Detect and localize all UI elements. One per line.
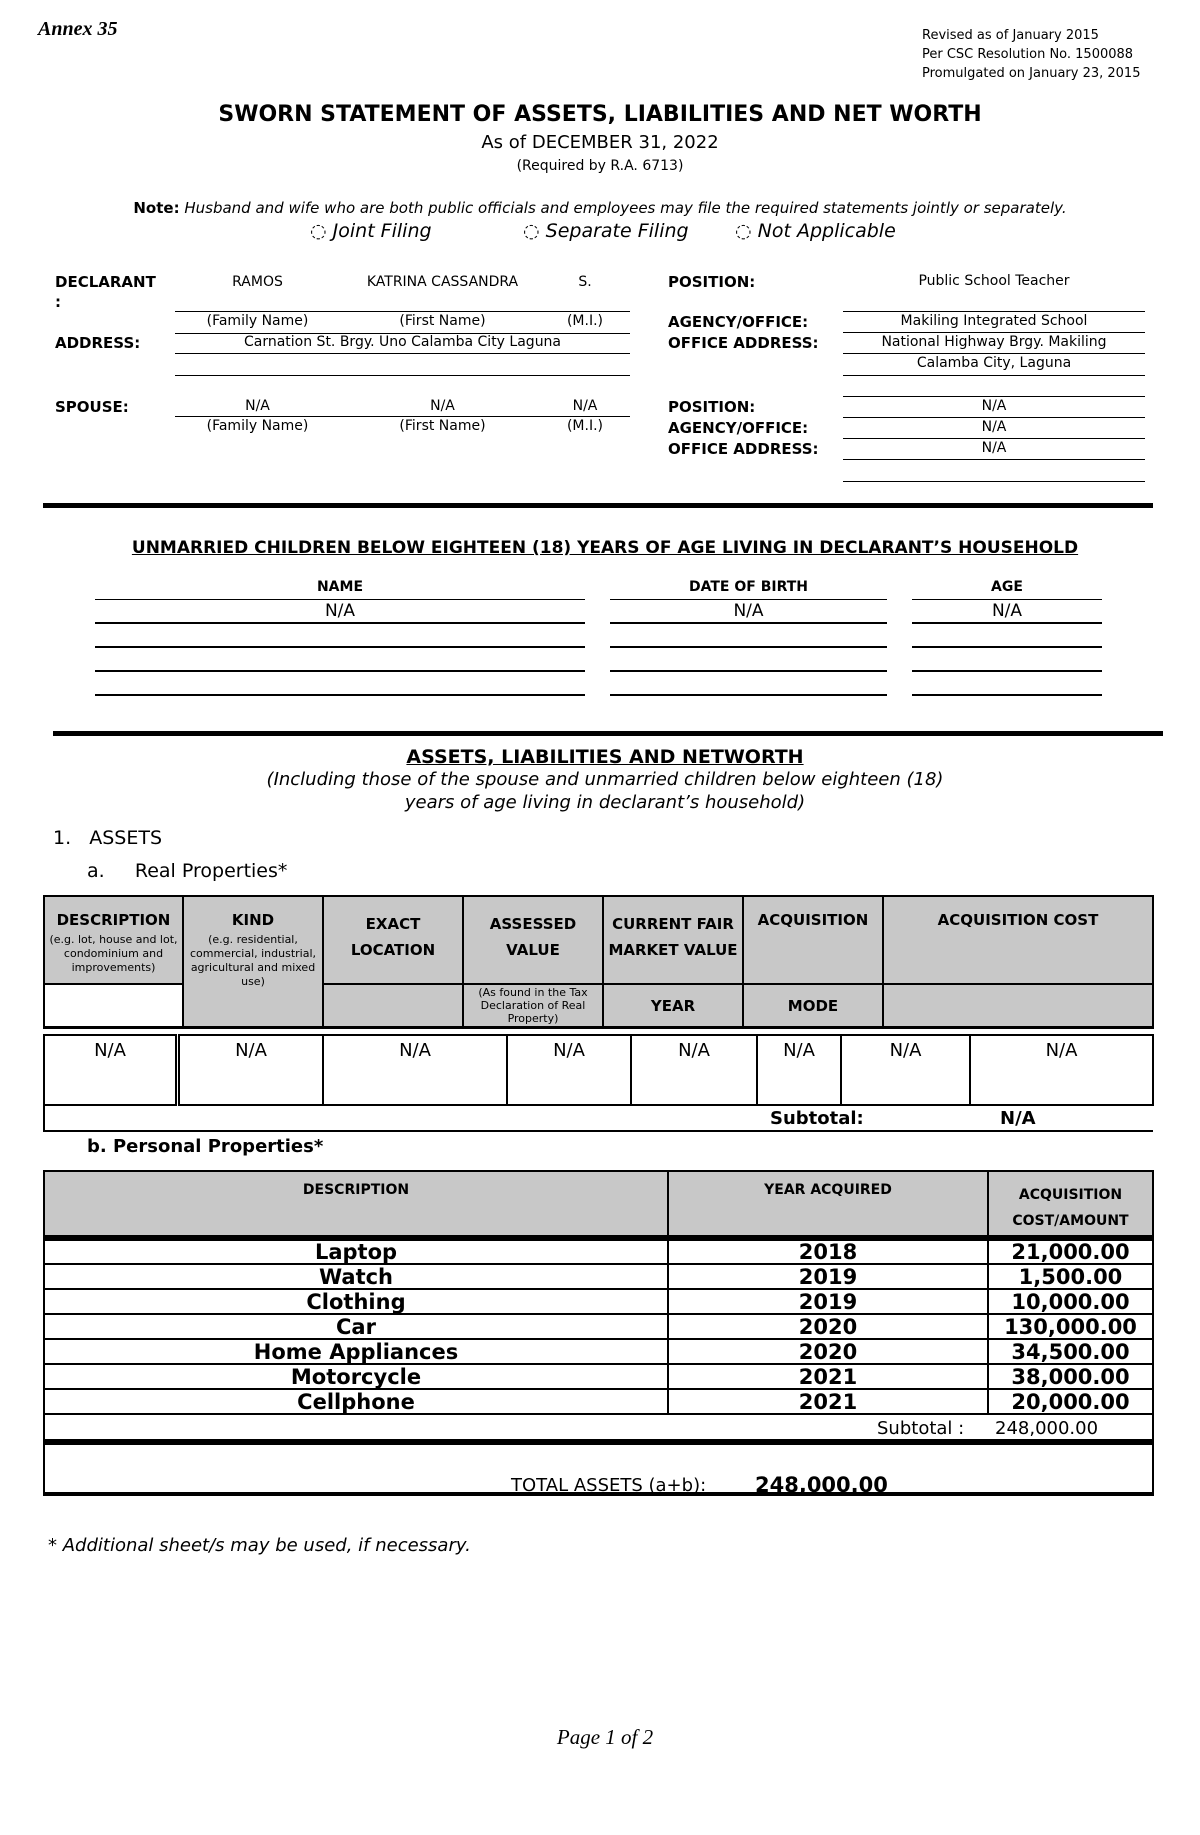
personal-properties-table [43,1170,1154,1496]
resolution-text: Per CSC Resolution No. 1500088 [922,47,1134,62]
note-label: Note: [133,199,180,217]
pp-cost: 20,000.00 [988,1389,1153,1414]
real-properties-row [43,1034,1154,1132]
rp-h-blank-3 [883,984,1153,1028]
declarant-first-name: KATRINA CASSANDRA [366,274,519,290]
rp-cell: N/A [757,1035,841,1105]
pp-cost: 34,500.00 [988,1339,1153,1364]
rp-h-blank [44,984,183,1028]
assets-section-title: ASSETS, LIABILITIES AND NETWORTH [406,746,804,768]
spouse-agency: N/A [981,419,1007,435]
caption-mi: (M.I.) [566,313,604,329]
rp-subtotal-label: Subtotal: [770,1108,864,1129]
rp-h-mode: MODE [743,984,883,1028]
real-properties-header [43,895,1154,1029]
pp-row [44,1238,1153,1264]
spouse-caption-mi: (M.I.) [566,418,604,434]
declarant-agency: Makiling Integrated School [900,313,1088,329]
rp-h-current: CURRENT FAIR MARKET VALUE [603,896,743,984]
rp-h-assessed: ASSESSED VALUE [463,896,603,984]
footnote: * Additional sheet/s may be used, if necessary. [48,1535,471,1556]
pp-year: 2018 [668,1238,988,1264]
total-assets-row [44,1442,1153,1497]
assets-section-sub2: years of age living in declarant’s household) [404,792,806,813]
rp-h-exact: EXACT LOCATION [323,896,463,984]
rp-cell: N/A [323,1035,507,1105]
rp-h-kind: KIND (e.g. residential, commercial, industrial, agricultural and mixed use) [183,896,323,1028]
option-label: Separate Filing [545,220,689,242]
children-col-age: AGE [991,579,1023,595]
agency-label: AGENCY/OFFICE: [668,313,809,331]
declarant-office-address-1: National Highway Brgy. Makiling [881,334,1107,350]
child-name: N/A [324,601,356,621]
children-col-name: NAME [316,579,364,595]
filing-option-na[interactable] [735,220,896,242]
rp-h-assessed-note: (As found in the Tax Declaration of Real Property) [463,984,603,1028]
real-properties-heading: a. Real Properties* [87,860,288,882]
spouse-first-name: N/A [430,398,455,414]
rp-cell: N/A [841,1035,970,1105]
spouse-position: N/A [981,398,1007,414]
declarant-family-name: RAMOS [232,274,283,290]
child-age: N/A [991,601,1023,621]
pp-cost: 21,000.00 [988,1238,1153,1264]
personal-properties-heading: b. Personal Properties* [87,1136,324,1157]
pp-year: 2020 [668,1314,988,1339]
spouse-label: SPOUSE: [55,398,129,416]
pp-h-year: YEAR ACQUIRED [668,1171,988,1238]
spouse-position-label: POSITION: [668,398,756,416]
pp-cost: 10,000.00 [988,1289,1153,1314]
rp-cell: N/A [631,1035,757,1105]
option-label: Joint Filing [332,220,432,242]
filing-option-joint[interactable] [310,220,432,242]
revised-text: Revised as of January 2015 [922,28,1099,43]
annex-label: Annex 35 [38,18,118,40]
revision-note [922,26,1140,83]
pp-description: Laptop [44,1238,668,1264]
assets-section-sub1: (Including those of the spouse and unmarried children below eighteen (18) [266,769,944,790]
position-label: POSITION: [668,273,756,291]
pp-row [44,1364,1153,1389]
radio-icon: ◌ [310,220,327,242]
pp-year: 2021 [668,1364,988,1389]
spouse-agency-label: AGENCY/OFFICE: [668,419,809,437]
spouse-office-address: N/A [981,440,1007,456]
pp-subtotal-row [44,1414,1153,1442]
office-address-label: OFFICE ADDRESS: [668,334,819,352]
total-assets-value: 248,000.00 [755,1473,888,1497]
pp-description: Watch [44,1264,668,1289]
filing-option-separate[interactable] [523,220,689,242]
declarant-mi: S. [578,274,592,290]
pp-description: Car [44,1314,668,1339]
spouse-mi: N/A [572,398,598,414]
required-by: (Required by R.A. 6713) [516,158,684,174]
caption-first: (First Name) [399,313,486,329]
spouse-caption-first: (First Name) [399,418,486,434]
radio-icon: ◌ [735,220,752,242]
assets-heading: 1. ASSETS [53,827,163,849]
rp-h-acq-cost: ACQUISITION COST [883,896,1153,984]
pp-year: 2020 [668,1339,988,1364]
section-divider-2 [53,731,1163,736]
pp-row [44,1264,1153,1289]
pp-h-description: DESCRIPTION [44,1171,668,1238]
rp-h-acquisition: ACQUISITION [743,896,883,984]
children-title: UNMARRIED CHILDREN BELOW EIGHTEEN (18) YEARS OF AGE LIVING IN DECLARANT’S HOUSEHOLD [131,538,1079,558]
pp-description: Motorcycle [44,1364,668,1389]
promulgated-text: Promulgated on January 23, 2015 [922,66,1141,81]
children-col-dob: DATE OF BIRTH [689,579,808,595]
declarant-address: Carnation St. Brgy. Uno Calamba City Laguna [243,334,562,350]
radio-icon: ◌ [523,220,540,242]
caption-family: (Family Name) [206,313,309,329]
pp-year: 2019 [668,1289,988,1314]
pp-row [44,1289,1153,1314]
pp-rows [44,1238,1153,1414]
option-label: Not Applicable [757,220,896,242]
declarant-position: Public School Teacher [918,273,1070,289]
section-divider [43,503,1153,508]
spouse-family-name: N/A [245,398,270,414]
pp-cost: 38,000.00 [988,1364,1153,1389]
pp-row [44,1389,1153,1414]
as-of-line [0,132,1200,153]
rp-cell: N/A [44,1035,178,1105]
pp-cost: 1,500.00 [988,1264,1153,1289]
pp-subtotal-value: 248,000.00 [995,1418,1099,1439]
filing-note [0,199,1200,217]
spouse-office-address-label: OFFICE ADDRESS: [668,440,819,458]
pp-description: Home Appliances [44,1339,668,1364]
rp-subtotal-row [44,1105,1153,1131]
as-of-prefix: As of [481,132,527,153]
pp-subtotal-label: Subtotal : [877,1418,965,1439]
rp-cell: N/A [178,1035,324,1105]
rp-h-year: YEAR [603,984,743,1028]
spouse-caption-family: (Family Name) [206,418,309,434]
pp-year: 2021 [668,1389,988,1414]
rp-h-blank-2 [323,984,463,1028]
rp-cell: N/A [970,1035,1153,1105]
child-dob: N/A [733,601,764,621]
page-title: SWORN STATEMENT OF ASSETS, LIABILITIES AND NET WORTH [218,102,982,127]
note-text: Husband and wife who are both public officials and employees may file the required statements jointly or separately. [184,199,1067,217]
total-assets-label: TOTAL ASSETS (a+b): [511,1475,707,1496]
pp-year: 2019 [668,1264,988,1289]
rp-cell: N/A [507,1035,631,1105]
pp-h-cost: ACQUISITION COST/AMOUNT [988,1171,1153,1238]
address-label: ADDRESS: [55,334,141,352]
declarant-label: DECLARANT [55,273,156,291]
pp-row [44,1314,1153,1339]
as-of-date: DECEMBER 31, 2022 [531,132,719,153]
rp-h-description: DESCRIPTION (e.g. lot, house and lot, condominium and improvements) [44,896,183,984]
pp-description: Clothing [44,1289,668,1314]
rp-subtotal-value: N/A [1000,1108,1036,1129]
pp-cost: 130,000.00 [988,1314,1153,1339]
declarant-office-address-2: Calamba City, Laguna [916,355,1072,371]
pp-description: Cellphone [44,1389,668,1414]
declarant-colon: : [55,293,61,311]
page-number: Page 1 of 2 [556,1725,654,1749]
pp-row [44,1339,1153,1364]
